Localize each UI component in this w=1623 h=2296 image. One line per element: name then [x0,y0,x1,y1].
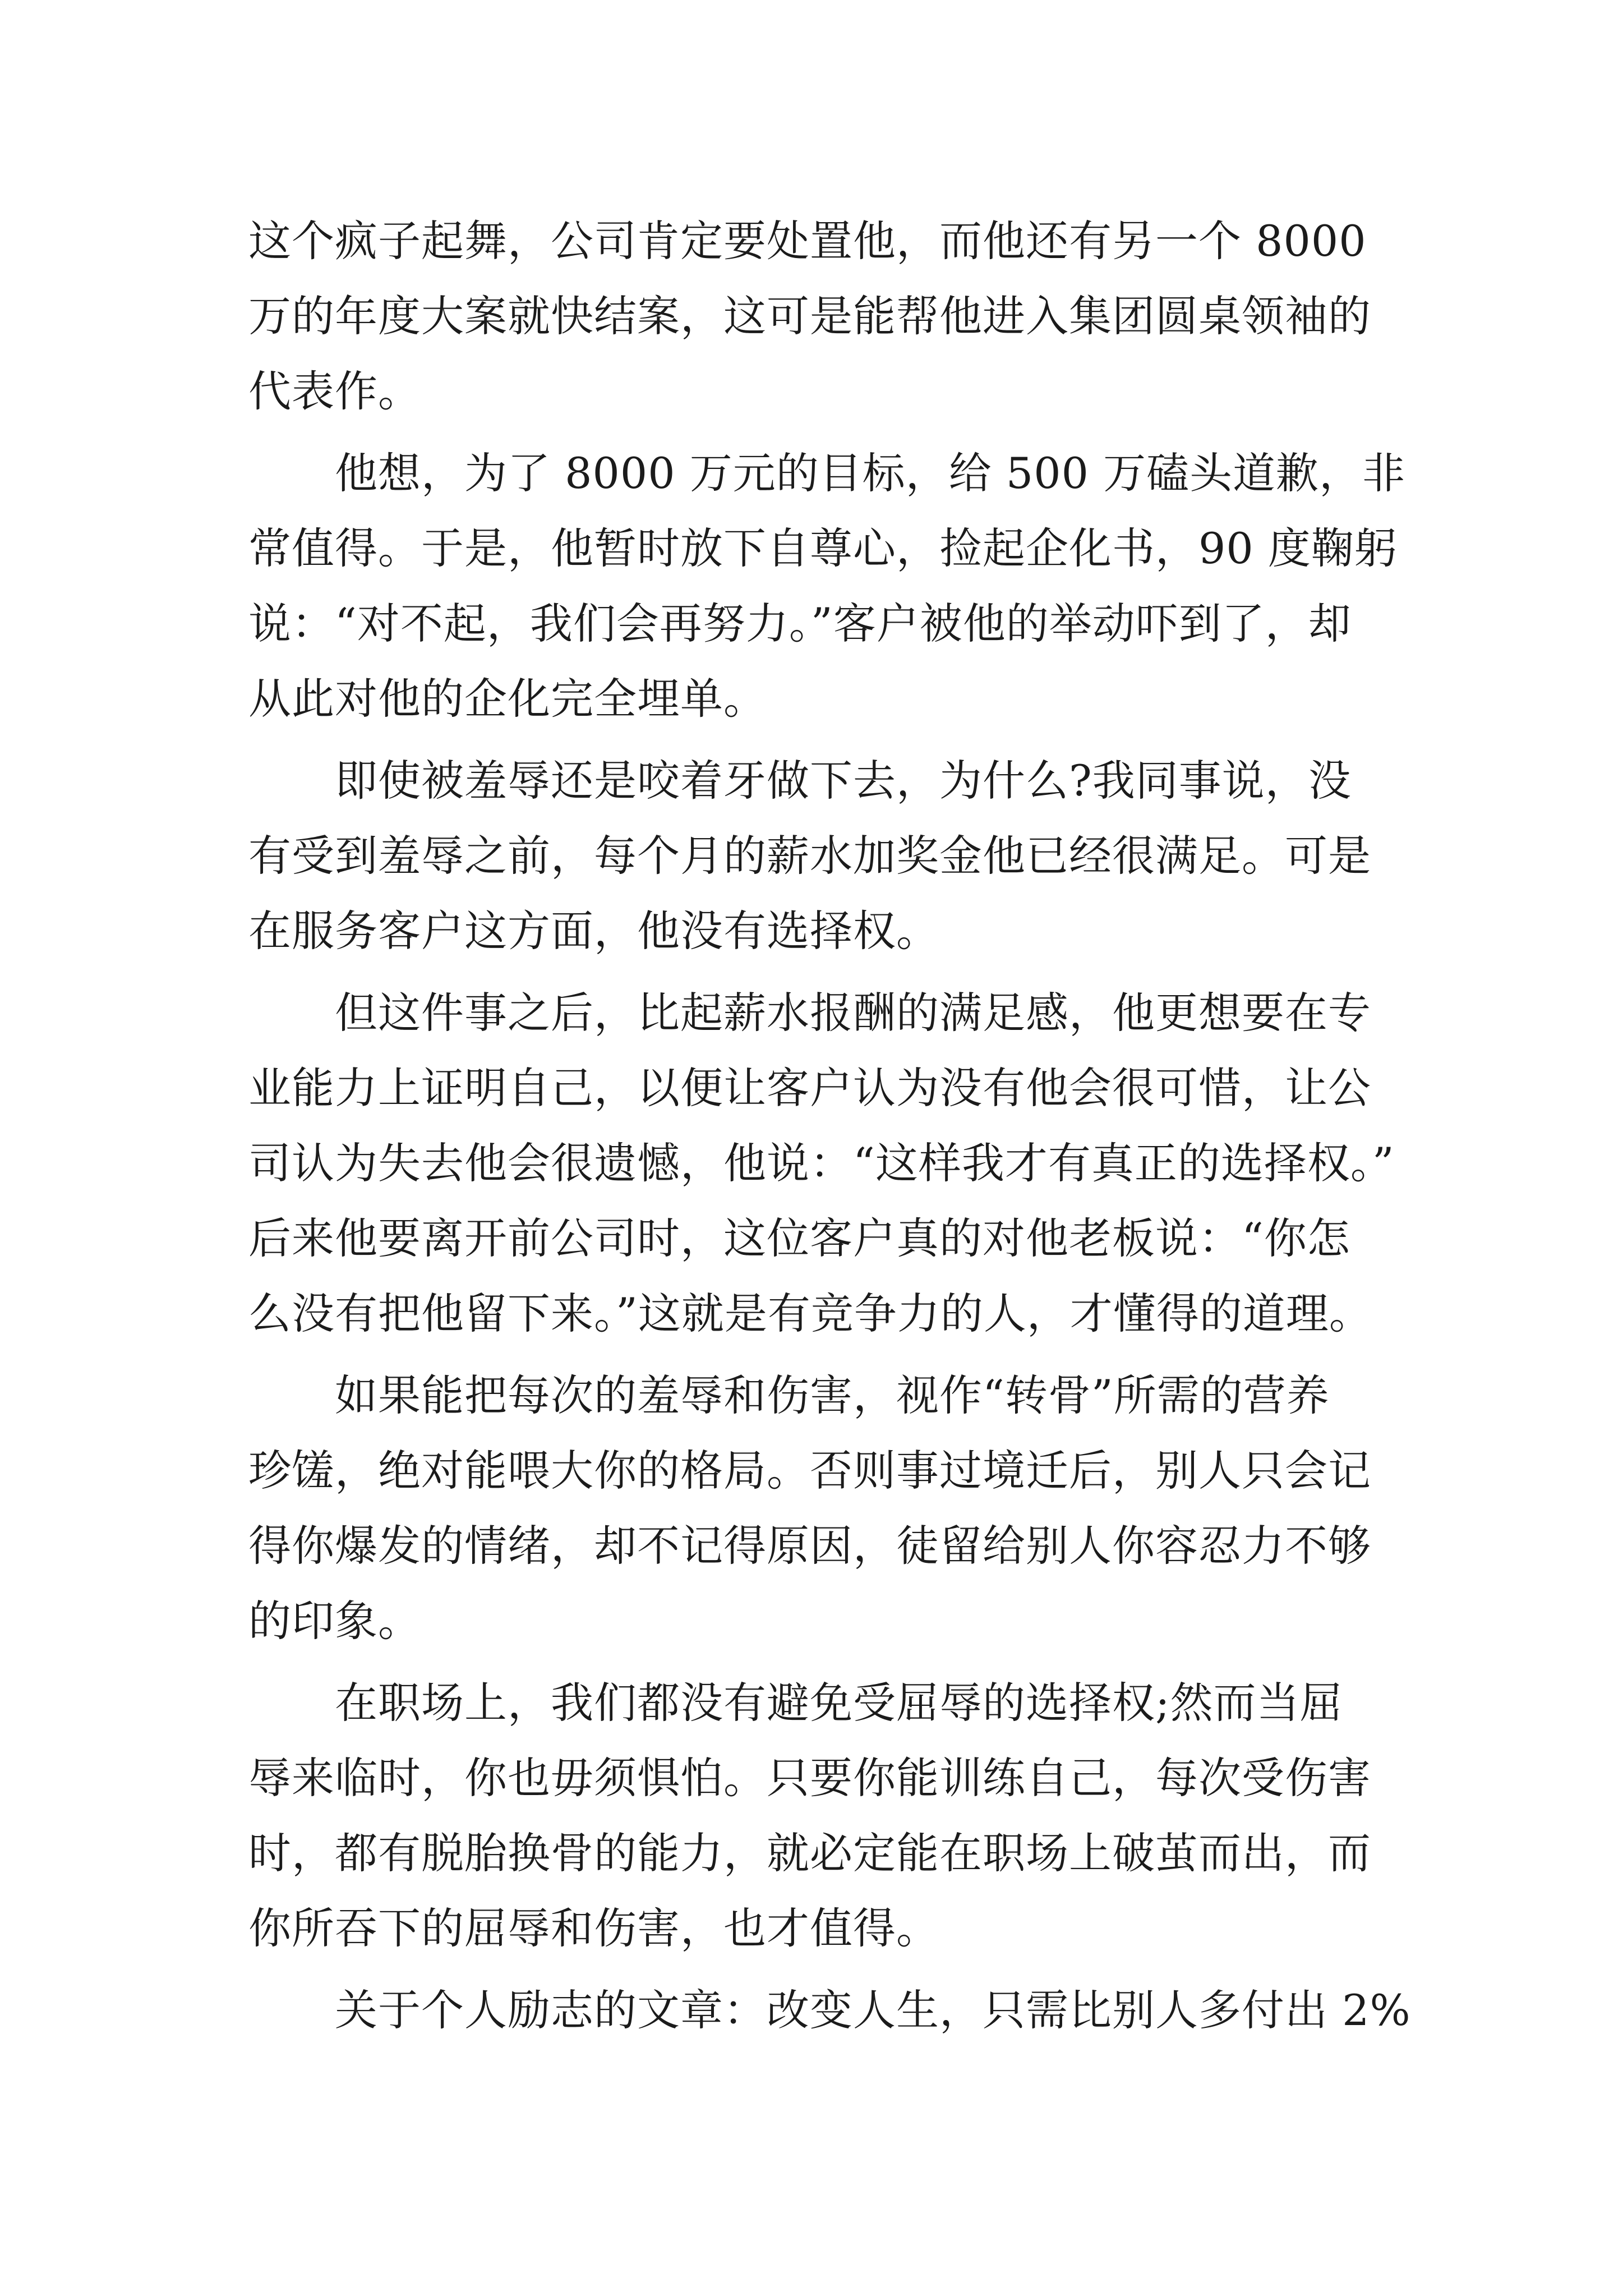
text-line: 即使被羞辱还是咬着牙做下去，为什么?我同事说，没 [335,756,1352,806]
text-line: 珍馐，绝对能喂大你的格局。否则事过境迁后，别人只会记 [248,1446,1371,1496]
text-line: 时，都有脱胎换骨的能力，就必定能在职场上破茧而出，而 [248,1828,1371,1878]
document-body [248,204,1437,2048]
paragraph [248,743,1437,969]
text-line: 你所吞下的屈辱和伤害，也才值得。 [248,1903,939,1953]
text-line: 这个疯子起舞，公司肯定要处置他，而他还有另一个 8000 [248,216,1367,266]
paragraph [248,1973,1437,2048]
text-line: 后来他要离开前公司时，这位客户真的对他老板说：“你怎 [248,1213,1350,1263]
paragraph [248,976,1437,1351]
text-line: 关于个人励志的文章：改变人生，只需比别人多付出 2% [335,1985,1411,2035]
text-line: 在服务客户这方面，他没有选择权。 [248,906,939,956]
text-line: 得你爆发的情绪，却不记得原因，徒留给别人你容忍力不够 [248,1521,1371,1571]
text-line: 但这件事之后，比起薪水报酬的满足感，他更想要在专 [335,988,1371,1038]
text-line: 常值得。于是，他暂时放下自尊心，捡起企化书，90 度鞠躬 [248,523,1398,573]
text-line: 司认为失去他会很遗憾，他说：“这样我才有真正的选择权。” [248,1138,1395,1188]
paragraph [248,436,1437,737]
paragraph [248,1665,1437,1966]
text-line: 辱来临时，你也毋须惧怕。只要你能训练自己，每次受伤害 [248,1753,1371,1803]
text-line: 说：“对不起，我们会再努力。”客户被他的举动吓到了，却 [248,599,1352,648]
text-line: 么没有把他留下来。”这就是有竞争力的人，才懂得的道理。 [248,1289,1372,1338]
text-line: 的印象。 [248,1596,421,1646]
text-line: 如果能把每次的羞辱和伤害，视作“转骨”所需的营养 [335,1370,1330,1420]
text-line: 从此对他的企化完全埋单。 [248,674,767,724]
text-line: 在职场上，我们都没有避免受屈辱的选择权;然而当屈 [335,1678,1343,1728]
text-line: 代表作。 [248,366,421,416]
text-line: 业能力上证明自己，以便让客户认为没有他会很可惜，让公 [248,1063,1371,1113]
paragraph [248,204,1437,429]
text-line: 他想，为了 8000 万元的目标，给 500 万磕头道歉，非 [335,448,1406,498]
paragraph [248,1358,1437,1659]
text-line: 有受到羞辱之前，每个月的薪水加奖金他已经很满足。可是 [248,831,1371,881]
text-line: 万的年度大案就快结案，这可是能帮他进入集团圆桌领袖的 [248,291,1371,341]
